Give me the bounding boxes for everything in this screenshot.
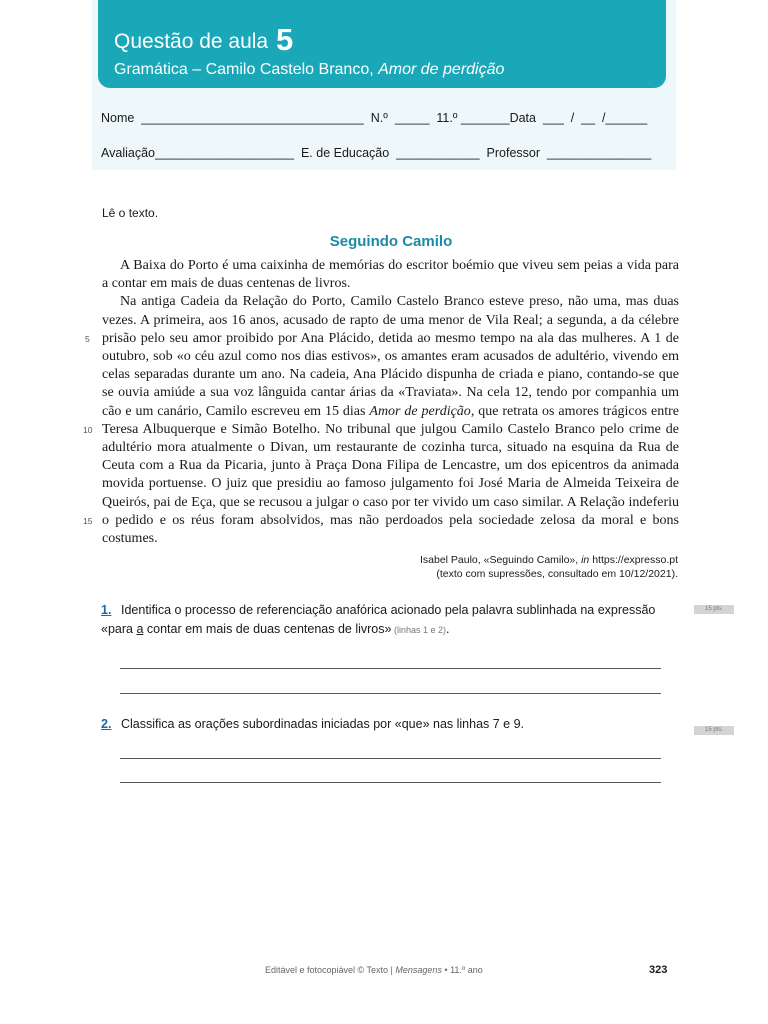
answer-line[interactable] xyxy=(120,782,661,783)
form-line-evaluation[interactable]: Avaliação____________________ E. de Educação ____________ Professor _______________ xyxy=(101,146,652,160)
source-in: in xyxy=(581,554,590,566)
question-1-number: 1. xyxy=(101,603,112,617)
subtitle-text: Gramática – Camilo Castelo Branco, xyxy=(114,61,379,78)
paragraph-2-work-title: Amor de perdição xyxy=(369,403,471,419)
question-1-underlined-word: a xyxy=(136,622,144,636)
answer-line[interactable] xyxy=(120,758,661,759)
question-1-text-a: Identifica o processo de referenciação anafórica acionado pela palavra sublinhada na expressão «para xyxy=(101,603,656,636)
line-number-15: 15 xyxy=(83,516,93,526)
question-2 xyxy=(101,715,676,734)
form-line-name[interactable]: Nome ________________________________ N.º _____ 11.º _______Data ___ / __ /______ xyxy=(101,111,648,125)
paragraph-2 xyxy=(102,293,679,548)
title-number: 5 xyxy=(275,22,294,57)
page-subtitle xyxy=(114,61,504,79)
paragraph-2-part-a: Na antiga Cadeia da Relação do Porto, Camilo Castelo Branco esteve preso, não uma, mas duas vezes. A primeira, aos 16 anos, acusado de rapto de uma menor de Vila Real; a segunda, a da célebre prisão pelo seu amor proibido por Ana Plácido, detida ao mesmo tempo na ala das mulheres. A 1 de outubro, sob «o céu azul como nos dias estivos», os amantes eram acusados de adultério, vivendo em celas separadas durante um ano. Na cadeia, Ana Plácido dispunha de criada e piano, contando-se que se ouvia amiúde a sua voz lânguida cantar árias da «Traviata». Na cela 12, tendo por companhia um cão e um canário, Camilo escreveu em 15 dias xyxy=(102,294,679,419)
source-line-1 xyxy=(420,553,678,567)
footer-text xyxy=(265,965,483,975)
paragraph-1: A Baixa do Porto é uma caixinha de memórias do escritor boémio que viveu sem peias a vida para a contar em mais de duas centenas de livros. xyxy=(102,258,679,292)
subtitle-work: Amor de perdição xyxy=(378,61,505,78)
source-url: https://expresso.pt xyxy=(589,554,678,566)
page-title xyxy=(114,20,293,56)
text-title: Seguindo Camilo xyxy=(329,233,453,250)
page-number: 323 xyxy=(649,964,668,976)
reading-passage xyxy=(102,257,679,548)
source-line-2: (texto com supressões, consultado em 10/12/2021). xyxy=(436,568,678,580)
footer-copyright: Editável e fotocopiável © Texto | xyxy=(265,965,396,975)
footer-year: • 11.º ano xyxy=(441,965,483,975)
source-author-title: Isabel Paulo, «Seguindo Camilo», xyxy=(419,554,582,566)
question-1-end: . xyxy=(445,622,450,636)
question-2-text: Classifica as orações subordinadas iniciadas por «que» nas linhas 7 e 9. xyxy=(121,717,525,731)
footer-work: Mensagens xyxy=(395,965,442,975)
answer-line[interactable] xyxy=(120,693,661,694)
answer-line[interactable] xyxy=(120,668,661,669)
source-citation xyxy=(420,553,678,581)
question-2-points: 15 pts. xyxy=(694,726,734,735)
question-1 xyxy=(101,601,676,640)
question-1-text-b: contar em mais de duas centenas de livros» xyxy=(143,622,392,636)
title-text: Questão de aula xyxy=(114,30,269,53)
title-banner xyxy=(98,0,666,88)
question-2-number: 2. xyxy=(101,717,112,731)
question-1-points: 15 pts. xyxy=(694,605,734,614)
line-number-10: 10 xyxy=(83,425,93,435)
line-number-5: 5 xyxy=(85,334,90,344)
instruction: Lê o texto. xyxy=(102,206,159,220)
question-1-line-ref: (linhas 1 e 2) xyxy=(391,625,446,635)
paragraph-2-part-b: , que retrata os amores trágicos entre Teresa Albuquerque e Simão Botelho. No tribunal que julgou Camilo Castelo Branco pelo crime de adultério mora atualmente o Divan, um restaurante de cozinha turca, situado na esquina da Rua de Ceuta com a Rua da Picaria, junto à Praça Dona Filipa de Lencastre, um dos epicentros da animada movida portuense. O juiz que presidiu ao famoso julgamento foi José Maria de Almeida Teixeira de Queirós, pai de Eça, que se recusou a julgar o caso por ter vivido um caso similar. A Relação indeferiu o pedido e os réus foram absolvidos, mas não perdoados pela sociedade zelosa da moral e bons costumes. xyxy=(102,403,679,547)
